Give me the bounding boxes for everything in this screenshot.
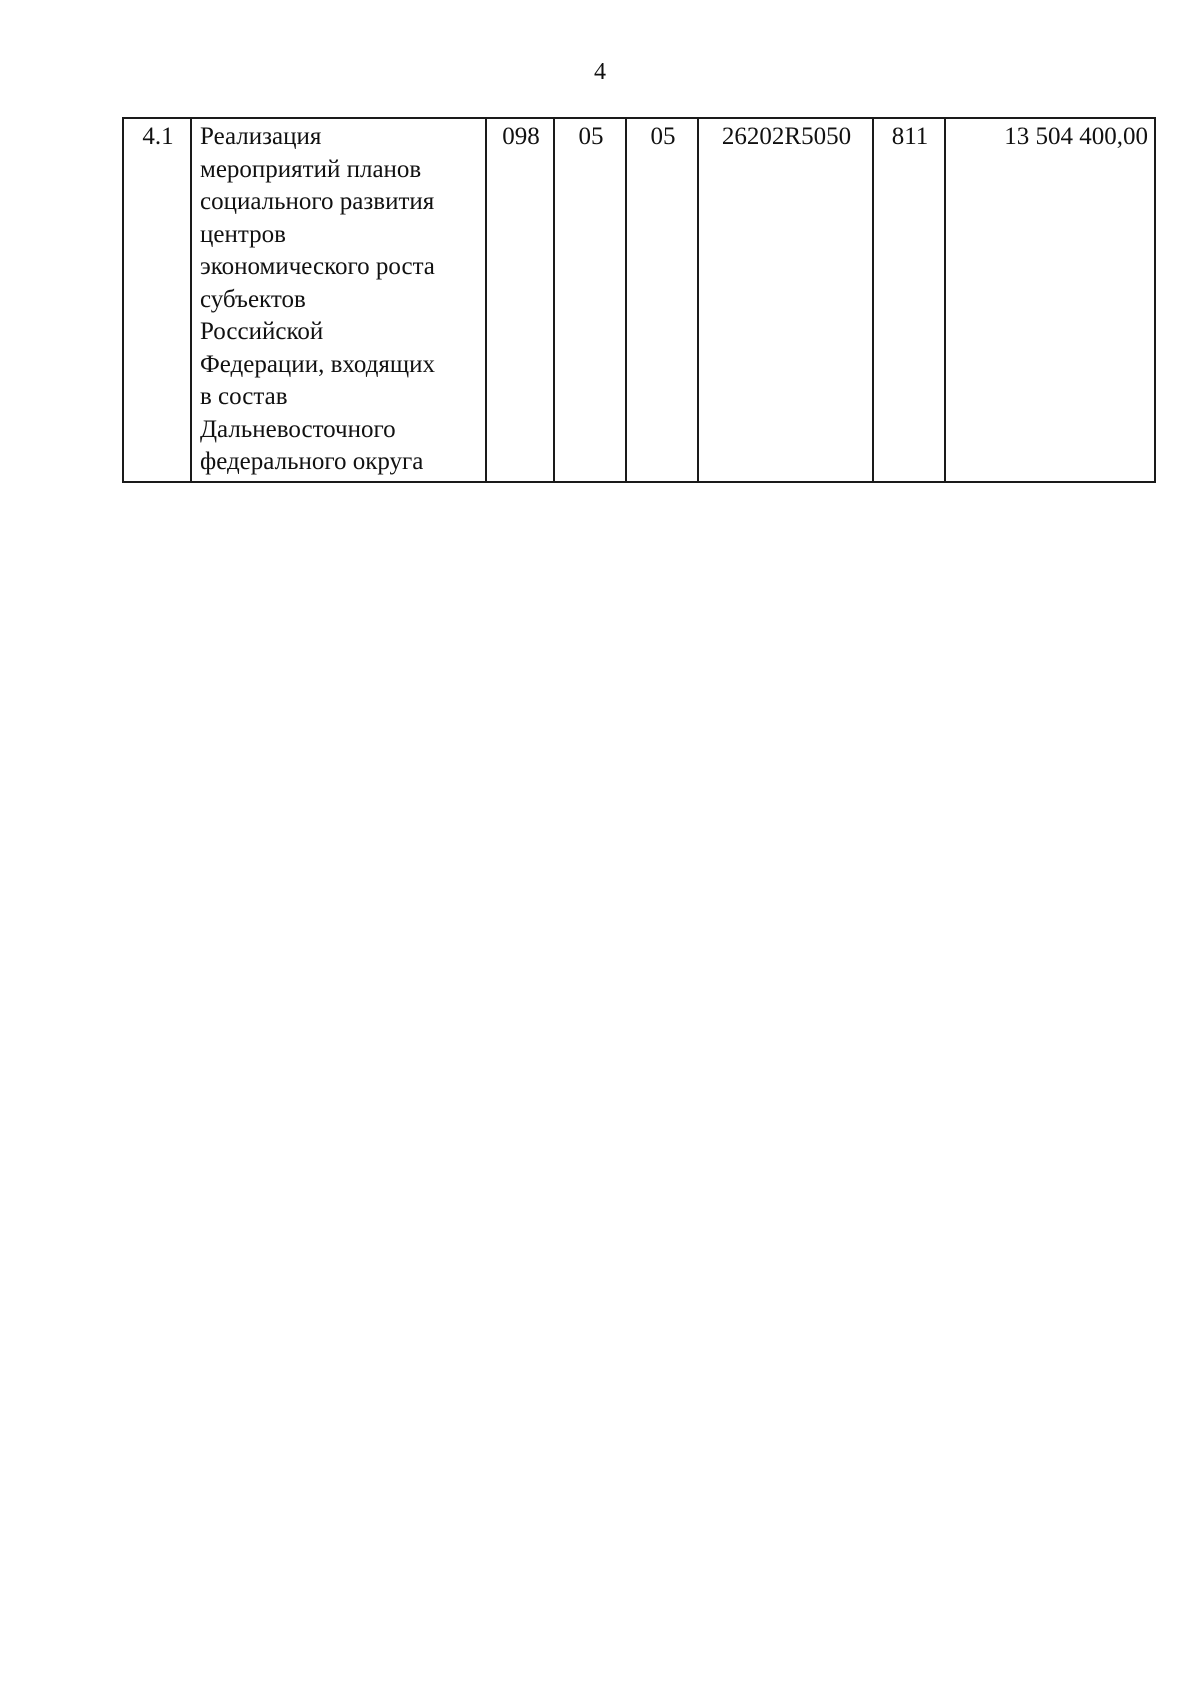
ministry-code-cell: 098 [486,118,554,482]
measure-name-line: федерального округа [200,448,424,475]
table-row [123,118,1155,482]
section-code-cell: 05 [554,118,626,482]
measure-name-line: в состав [200,383,288,410]
expense-type-cell: 811 [873,118,945,482]
amount-cell: 13 504 400,00 [945,118,1155,482]
measure-name-line: Российской [200,318,324,345]
measure-name-line: Реализация [200,123,322,150]
page-number: 4 [594,59,606,85]
measure-name-line: Федерации, входящих [200,350,436,378]
measure-name-line: экономического роста [200,253,435,280]
measure-name-line: социального развития [200,188,435,215]
row-number-cell: 4.1 [123,118,191,482]
measure-name-line: мероприятий планов [200,155,422,183]
measure-name-line: субъектов [200,285,306,313]
measure-name-line: Дальневосточного [200,415,396,443]
measure-name-line: центров [200,220,286,248]
budget-table [122,117,1156,483]
measure-name-cell [191,118,486,482]
target-article-cell: 26202R5050 [698,118,873,482]
subsection-code-cell: 05 [626,118,698,482]
